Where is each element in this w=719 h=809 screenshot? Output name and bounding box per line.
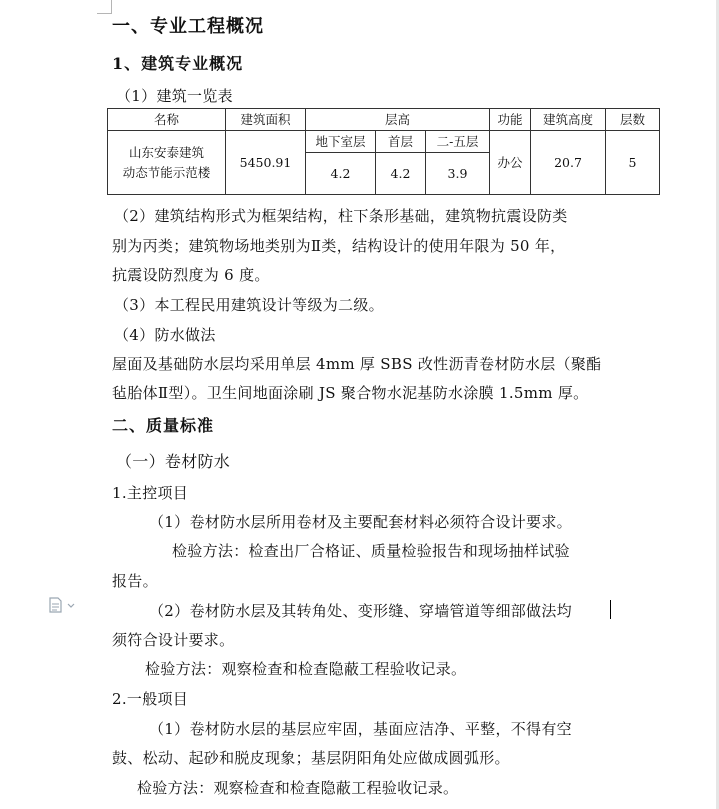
building-name-line-1: 山东安泰建筑 bbox=[128, 144, 204, 160]
cell-function: 办公 bbox=[490, 131, 531, 195]
cell-floors: 5 bbox=[606, 131, 660, 195]
cell-basement-height: 4.2 bbox=[306, 153, 376, 195]
main-item-1-inspection-line-2: 报告。 bbox=[112, 572, 158, 590]
paragraph-structure-line-1: （2）建筑结构形式为框架结构，柱下条形基础，建筑物抗震设防类 bbox=[114, 207, 568, 225]
heading-membrane-waterproofing: （一）卷材防水 bbox=[116, 452, 231, 471]
cell-building-name bbox=[108, 131, 226, 195]
main-item-1-inspection-line-1: 检验方法：检查出厂合格证、质量检验报告和现场抽样试验 bbox=[172, 542, 570, 560]
paragraph-structure-line-3: 抗震设防烈度为 6 度。 bbox=[112, 266, 270, 284]
main-item-2-line-1: （2）卷材防水层及其转角处、变形缝、穿墙管道等细部做法均 bbox=[149, 602, 572, 620]
paragraph-waterproofing-line-2: 毡胎体Ⅱ型）。卫生间地面涂刷 JS 聚合物水泥基防水涂膜 1.5mm 厚。 bbox=[112, 384, 589, 402]
heading-waterproofing: （4）防水做法 bbox=[114, 326, 216, 344]
cell-height: 20.7 bbox=[531, 131, 606, 195]
cell-first-height: 4.2 bbox=[376, 153, 426, 195]
header-name: 名称 bbox=[108, 109, 226, 131]
document-icon bbox=[48, 597, 78, 613]
subheader-first-floor: 首层 bbox=[376, 131, 426, 153]
paragraph-design-grade: （3）本工程民用建筑设计等级为二级。 bbox=[114, 296, 384, 314]
main-item-1: （1）卷材防水层所用卷材及主要配套材料必须符合设计要求。 bbox=[149, 513, 572, 531]
building-name-line-2: 动态节能示范楼 bbox=[122, 164, 211, 180]
paragraph-menu-button[interactable] bbox=[48, 597, 78, 613]
header-floors: 层数 bbox=[606, 109, 660, 131]
heading-general-items: 2.一般项目 bbox=[112, 690, 189, 708]
text-cursor bbox=[610, 600, 611, 619]
heading-architecture: 1、建筑专业概况 bbox=[112, 54, 244, 73]
general-item-1-line-2: 鼓、松动、起砂和脱皮现象；基层阴阳角处应做成圆弧形。 bbox=[112, 749, 510, 767]
header-height: 建筑高度 bbox=[531, 109, 606, 131]
paragraph-waterproofing-line-1: 屋面及基础防水层均采用单层 4mm 厚 SBS 改性沥青卷材防水层（聚酯 bbox=[112, 355, 602, 373]
main-item-2-inspection: 检验方法：观察检查和检查隐蔽工程验收记录。 bbox=[145, 660, 467, 678]
paragraph-structure-line-2: 别为丙类；建筑物场地类别为Ⅱ类，结构设计的使用年限为 50 年， bbox=[112, 237, 566, 255]
header-function: 功能 bbox=[490, 109, 531, 131]
subheader-upper-floors: 二-五层 bbox=[426, 131, 490, 153]
heading-section-1: 一、专业工程概况 bbox=[112, 16, 264, 37]
left-margin bbox=[0, 0, 112, 809]
general-item-1-inspection: 检验方法：观察检查和检查隐蔽工程验收记录。 bbox=[137, 779, 459, 797]
margin-corner-mark bbox=[97, 0, 112, 14]
subheader-basement: 地下室层 bbox=[306, 131, 376, 153]
header-floor-height: 层高 bbox=[306, 109, 490, 131]
heading-quality-standards: 二、质量标准 bbox=[112, 416, 215, 435]
general-item-1-line-1: （1）卷材防水层的基层应牢固，基面应洁净、平整，不得有空 bbox=[149, 720, 572, 738]
heading-building-list: （1）建筑一览表 bbox=[116, 87, 233, 105]
heading-main-items: 1.主控项目 bbox=[112, 484, 189, 502]
cell-area: 5450.91 bbox=[226, 131, 306, 195]
main-item-2-line-2: 须符合设计要求。 bbox=[112, 631, 235, 649]
header-area: 建筑面积 bbox=[226, 109, 306, 131]
cell-upper-height: 3.9 bbox=[426, 153, 490, 195]
building-summary-table bbox=[107, 108, 660, 195]
